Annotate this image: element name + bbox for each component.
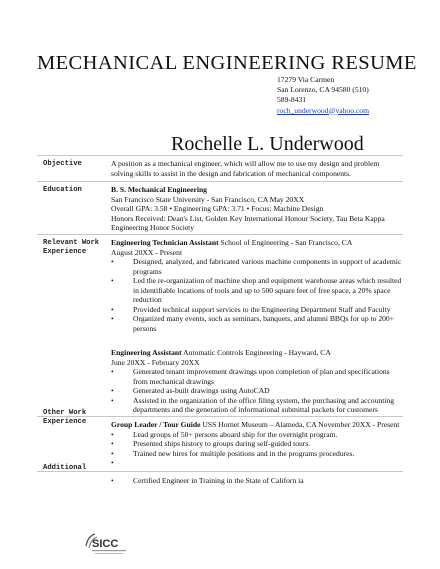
- list-item: [111, 257, 403, 276]
- list-item: [111, 449, 403, 459]
- label-line: Experience: [43, 418, 87, 427]
- bullet-icon: •: [111, 257, 114, 266]
- logo-tagline-mark: [95, 553, 123, 554]
- job-dates: August 20XX - Present: [111, 247, 183, 257]
- bullet-text: Organized many events, such as seminars, banquets, and alumni BBQs for up to 200+ persons: [133, 314, 395, 333]
- bullet-text: Provided technical support services to the Engineering Department Staff and Faculty: [133, 304, 391, 314]
- bullet-icon: •: [111, 429, 114, 439]
- divider: [37, 234, 403, 235]
- section-label-other-work: [43, 409, 86, 427]
- bullet-text: Led the re-organization of machine shop and equipment warehouse areas which resulted in identifiable locations of tools and up to 500 square feet of free space, a 20% space reduction: [133, 276, 402, 304]
- section-label-objective: Objective: [43, 160, 82, 168]
- bullet-text: Designed, analyzed, and fabricated various machine components in support of academic programs: [133, 257, 402, 276]
- bullet-icon: •: [111, 386, 114, 395]
- phone-line: 589-8431: [277, 95, 307, 105]
- list-item: [111, 430, 403, 440]
- section-label-additional: Additional: [43, 464, 87, 472]
- list-item: [111, 305, 403, 315]
- job-bullets: [111, 429, 403, 467]
- resume-title: MECHANICAL ENGINEERING RESUME: [37, 52, 417, 74]
- job-header: [111, 238, 403, 248]
- education-line: Honors Received: Dean's List, Golden Key International Honour Society, Tau Beta Kappa Engineering Honor Society: [111, 213, 385, 232]
- bullet-icon: •: [111, 439, 114, 448]
- job-bullets: [111, 367, 403, 415]
- job-org: School of Engineering - San Francisco, CA: [220, 238, 353, 247]
- bullet-text: Generated as-built drawings using AutoCAD: [133, 386, 270, 395]
- email-link[interactable]: roch_underwood@yahoo.com: [277, 105, 369, 115]
- section-label-relevant-work: [43, 239, 99, 257]
- list-item: [111, 276, 403, 305]
- label-line: Other Work: [43, 409, 87, 417]
- other-work-block: [111, 420, 403, 467]
- list-item: [111, 439, 403, 449]
- address-line-1: 17279 Via Carmen: [277, 75, 335, 84]
- job-block: [111, 348, 403, 415]
- job-bullets: [111, 257, 403, 333]
- job-org: Automatic Controls Engineering - Hayward, CA: [183, 348, 331, 357]
- job-role: Engineering Technician Assistant: [111, 238, 219, 247]
- label-line: Experience: [43, 248, 87, 257]
- bullet-text: Certified Engineer in Training in the State of Californ ia: [133, 476, 304, 485]
- list-item: [111, 396, 403, 415]
- bullet-icon: •: [111, 367, 114, 376]
- list-item: [111, 476, 403, 486]
- bullet-text: Generated tenant improvement drawings upon completion of plan and specifications from mechanical drawings: [133, 367, 390, 386]
- education-line: Overall GPA: 3.58 • Engineering GPA: 3.71 • Focus: Machine Design: [111, 204, 324, 213]
- logo-tagline-mark: [92, 550, 126, 551]
- job-block: [111, 238, 403, 333]
- list-item: [111, 314, 403, 333]
- logo-text: SICC: [92, 538, 119, 550]
- list-item: [111, 386, 403, 396]
- job-dates: June 20XX - February 20XX: [111, 357, 200, 367]
- job-role: Group Leader / Tour Guide: [111, 420, 201, 429]
- bullet-icon: •: [111, 276, 114, 285]
- job-org: USS Hornet Museum – Alameda, CA November 20XX - Present: [202, 420, 400, 429]
- bullet-icon: •: [111, 304, 114, 314]
- address-line-2: San Lorenzo, CA 94580 (510): [277, 85, 369, 95]
- bullet-icon: •: [111, 395, 114, 405]
- bullet-icon: •: [111, 448, 114, 458]
- divider: [37, 416, 403, 417]
- objective-text: [111, 159, 403, 178]
- list-item: [111, 367, 403, 386]
- job-header: [111, 420, 403, 430]
- bullet-text: Lead groups of 50+ persons aboard ship for the overnight program.: [133, 429, 338, 439]
- additional-block: [111, 476, 403, 486]
- bullet-icon: •: [111, 458, 114, 467]
- label-line: Relevant Work: [43, 239, 100, 247]
- bullet-icon: •: [111, 314, 114, 323]
- education-line: San Francisco State University - San Francisco, CA May 20XX: [111, 194, 305, 204]
- objective-paragraph: A position as a mechanical engineer, which will allow me to use my design and problem solving skills to assist in the design and fabrication of mechanical components.: [111, 159, 380, 178]
- job-header: [111, 348, 403, 358]
- divider: [37, 471, 403, 472]
- additional-bullets: [111, 476, 403, 486]
- divider: [37, 181, 403, 182]
- bullet-text: Presented ships history to groups during self-guided tours.: [133, 439, 311, 448]
- sicc-logo: [83, 530, 133, 560]
- section-label-education: Education: [43, 186, 82, 194]
- bullet-icon: •: [111, 476, 114, 485]
- job-role: Engineering Assistant: [111, 348, 182, 357]
- degree: B. S. Mechanical Engineering: [111, 185, 207, 194]
- divider: [37, 155, 403, 156]
- contact-block: [277, 75, 369, 116]
- bullet-text: Trained new hires for multiple positions and in the programs procedures.: [133, 448, 355, 458]
- candidate-name: Rochelle L. Underwood: [171, 133, 364, 155]
- education-block: [111, 185, 403, 233]
- bullet-text: Assisted in the organization of the office filing system, the purchasing and accounting departments and the generation of informational submittal packets for customers: [133, 395, 395, 414]
